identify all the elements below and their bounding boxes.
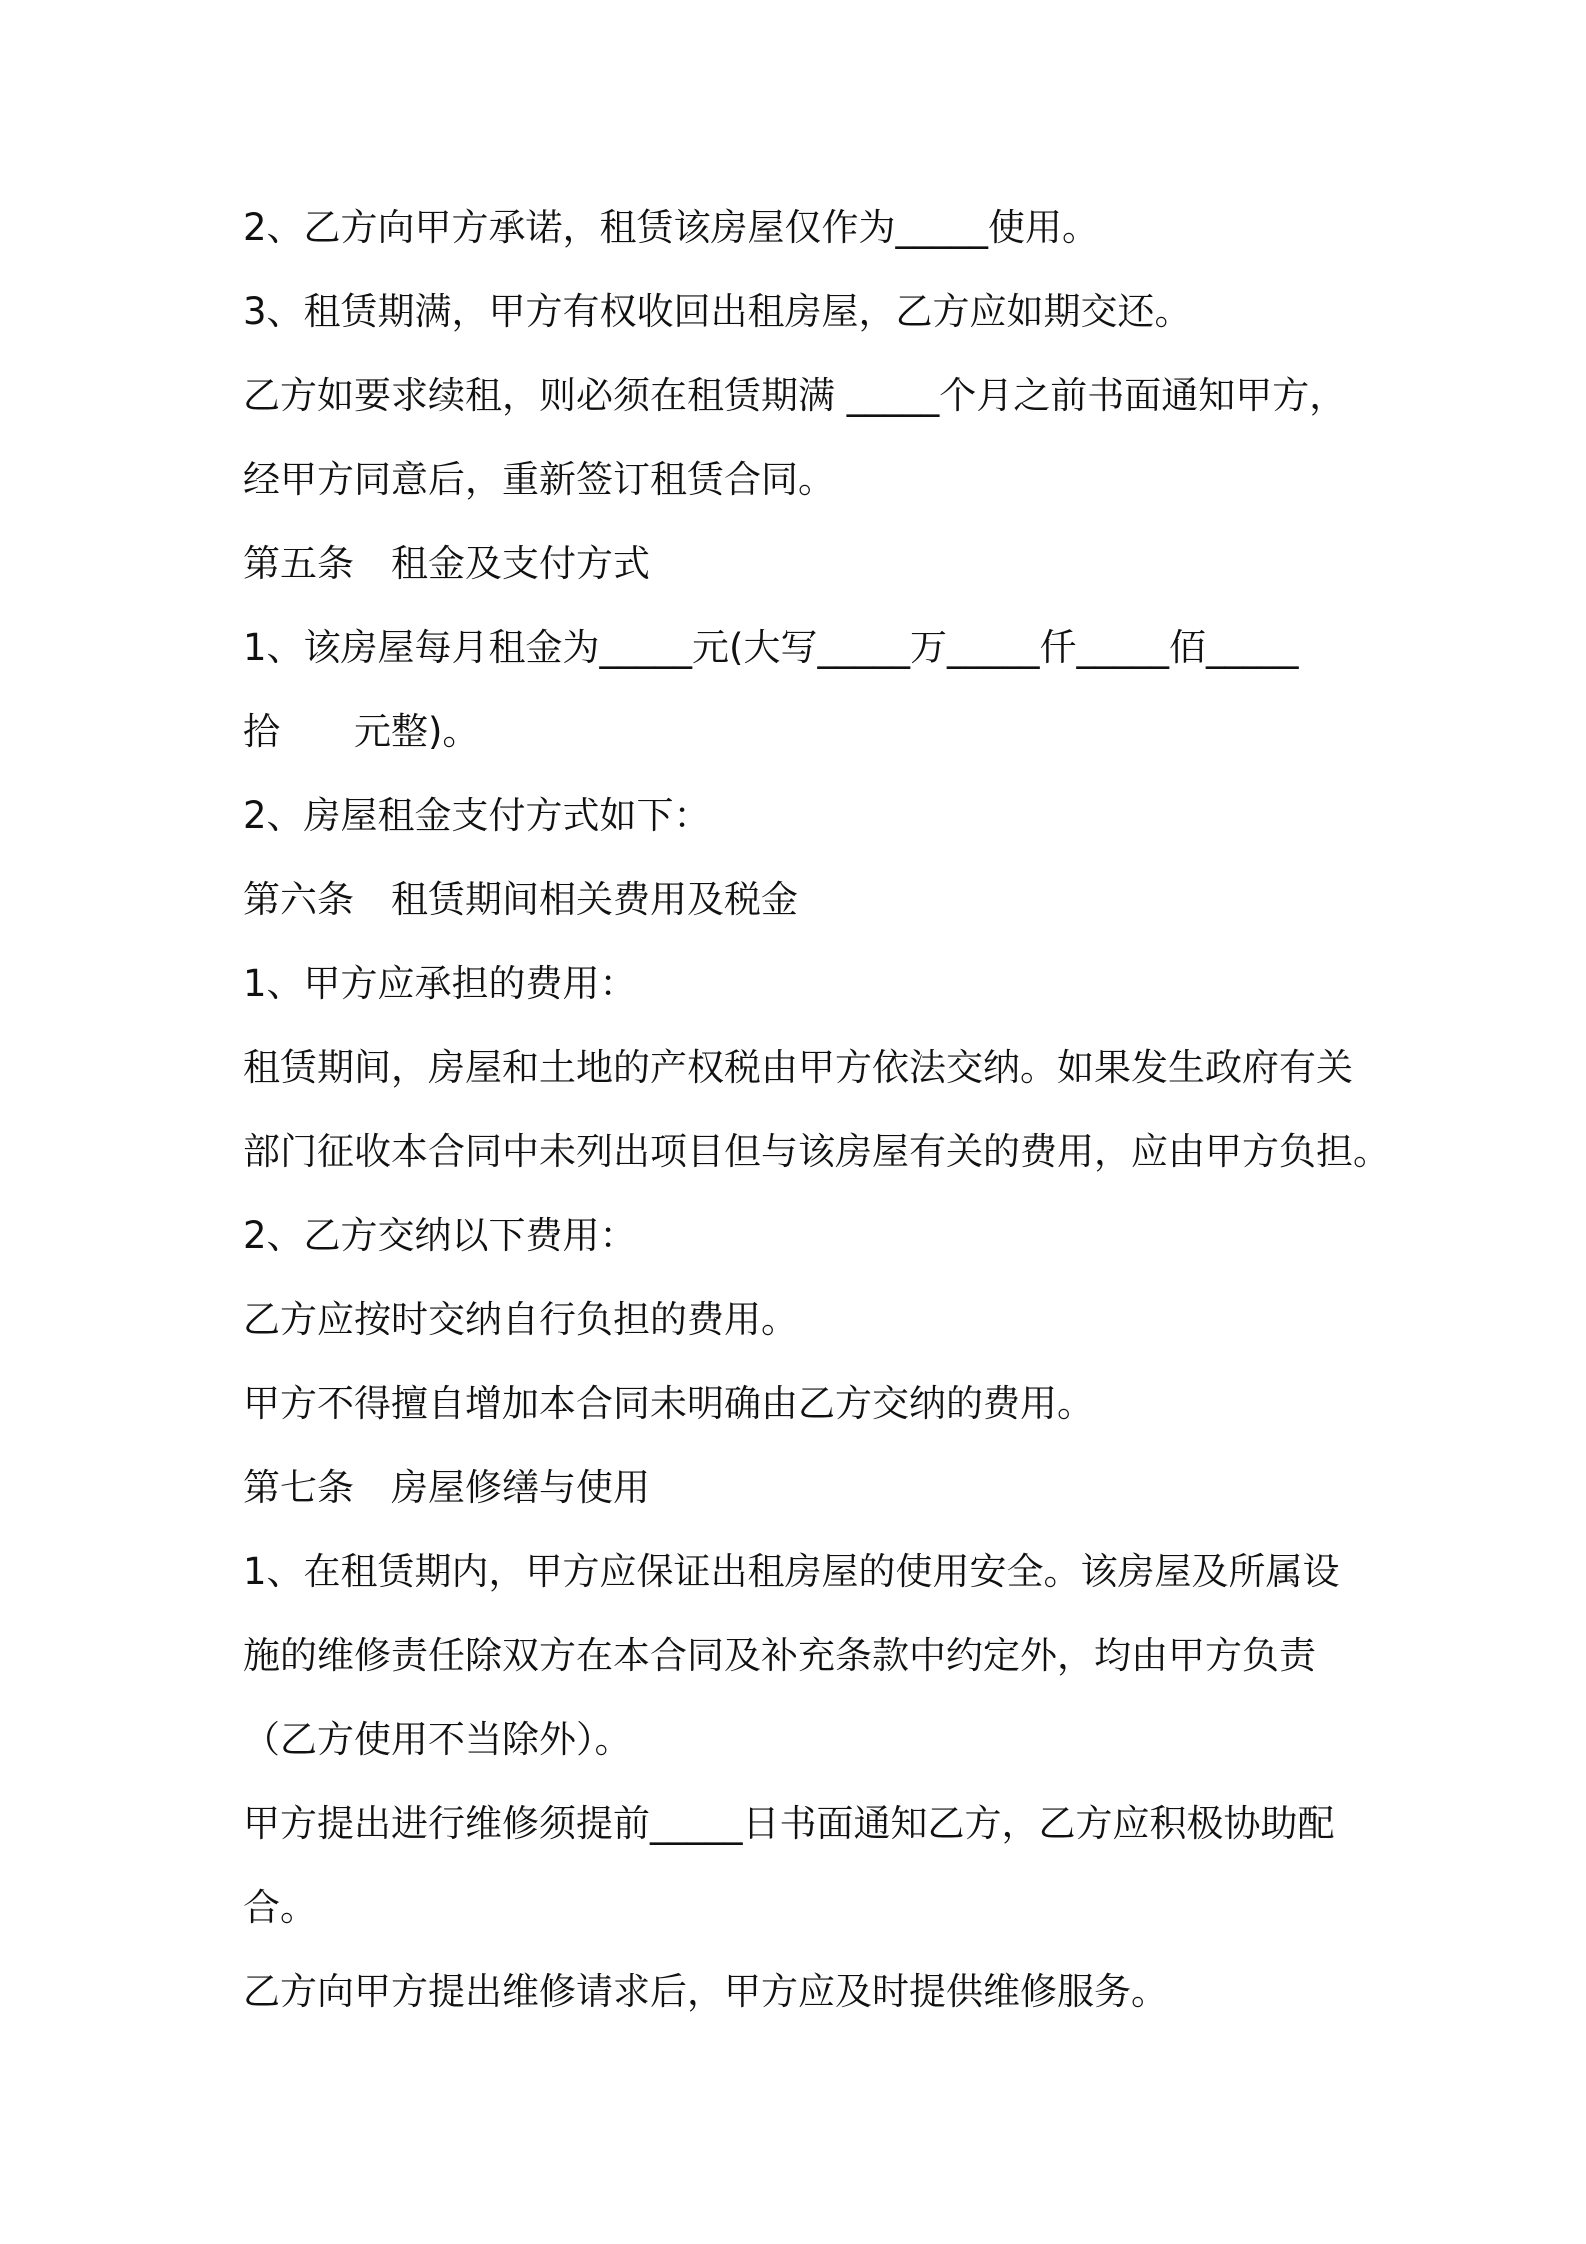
clause-safety-line-2: 施的维修责任除双方在本合同及补充条款中约定外，均由甲方负责	[243, 1634, 1316, 1677]
clause-lease-expiry: 3、租赁期满，甲方有权收回出租房屋，乙方应如期交还。	[243, 290, 1192, 333]
clause-renewal-line-2: 经甲方同意后，重新签订租赁合同。	[243, 458, 835, 501]
clause-no-extra-fees: 甲方不得擅自增加本合同未明确由乙方交纳的费用。	[243, 1382, 1094, 1425]
clause-property-tax-line-1: 租赁期间，房屋和土地的产权税由甲方依法交纳。如果发生政府有关	[243, 1046, 1353, 1089]
clause-repair-notice-line-2: 合。	[243, 1886, 317, 1929]
article-5-heading: 第五条 租金及支付方式	[243, 542, 650, 585]
clause-monthly-rent-line-1: 1、该房屋每月租金为_____元(大写_____万_____仟_____佰_____	[243, 626, 1299, 669]
clause-safety-line-3: （乙方使用不当除外）。	[243, 1718, 632, 1761]
clause-party-a-fees: 1、甲方应承担的费用：	[243, 962, 637, 1005]
clause-use-purpose: 2、乙方向甲方承诺，租赁该房屋仅作为_____使用。	[243, 206, 1100, 249]
clause-monthly-rent-line-2: 拾 元整)。	[243, 710, 480, 753]
article-6-heading: 第六条 租赁期间相关费用及税金	[243, 878, 798, 921]
clause-party-b-fees: 2、乙方交纳以下费用：	[243, 1214, 637, 1257]
clause-party-b-pay-on-time: 乙方应按时交纳自行负担的费用。	[243, 1298, 798, 1341]
clause-repair-request: 乙方向甲方提出维修请求后，甲方应及时提供维修服务。	[243, 1970, 1168, 2013]
clause-repair-notice-line-1: 甲方提出进行维修须提前_____日书面通知乙方，乙方应积极协助配	[243, 1802, 1335, 1845]
clause-safety-line-1: 1、在租赁期内，甲方应保证出租房屋的使用安全。该房屋及所属设	[243, 1550, 1340, 1593]
clause-property-tax-line-2: 部门征收本合同中未列出项目但与该房屋有关的费用，应由甲方负担。	[243, 1130, 1390, 1173]
clause-renewal-line-1: 乙方如要求续租，则必须在租赁期满 _____个月之前书面通知甲方，	[243, 374, 1347, 417]
article-7-heading: 第七条 房屋修缮与使用	[243, 1466, 650, 1509]
clause-payment-method: 2、房屋租金支付方式如下：	[243, 794, 711, 837]
